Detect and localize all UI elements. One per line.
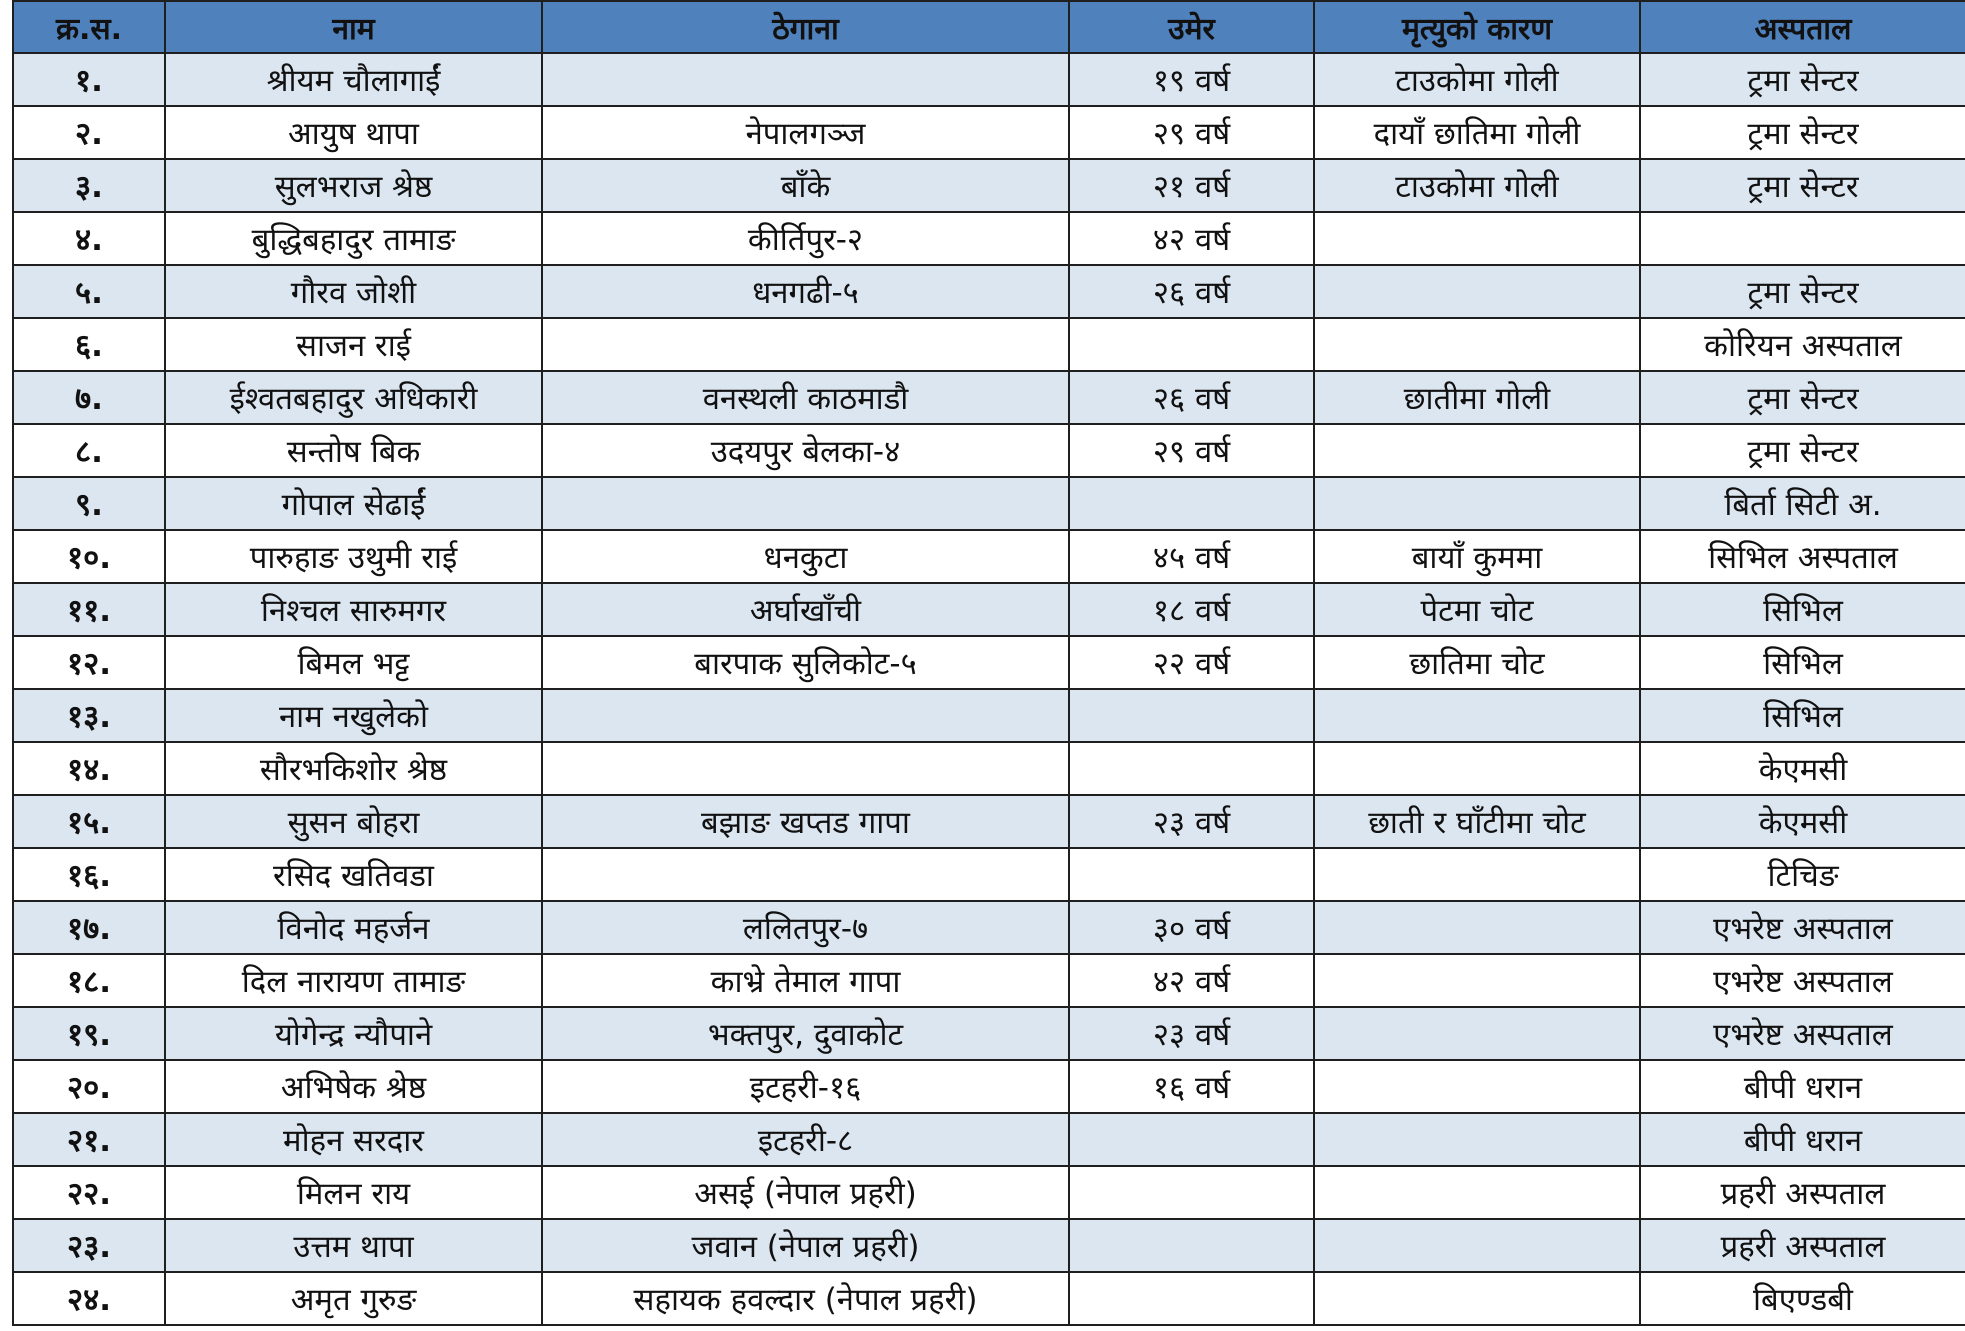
cell-age: ४५ वर्ष (1069, 530, 1314, 583)
cell-hospital: सिभिल (1640, 689, 1965, 742)
cell-serial: २०. (13, 1060, 165, 1113)
cell-hospital: एभरेष्ट अस्पताल (1640, 954, 1965, 1007)
cell-serial: २. (13, 106, 165, 159)
cell-address: उदयपुर बेलका-४ (542, 424, 1069, 477)
cell-serial: ९. (13, 477, 165, 530)
cell-serial: ११. (13, 583, 165, 636)
cell-age: २१ वर्ष (1069, 159, 1314, 212)
table-body (13, 53, 1965, 1325)
cell-hospital: टिचिङ (1640, 848, 1965, 901)
table-row (13, 1007, 1965, 1060)
cell-cause (1314, 742, 1640, 795)
table-row (13, 477, 1965, 530)
cell-name: अभिषेक श्रेष्ठ (165, 1060, 542, 1113)
cell-hospital: ट्रमा सेन्टर (1640, 424, 1965, 477)
cell-cause (1314, 212, 1640, 265)
table-row (13, 848, 1965, 901)
cell-name: दिल नारायण तामाङ (165, 954, 542, 1007)
cell-serial: १३. (13, 689, 165, 742)
cell-serial: १०. (13, 530, 165, 583)
cell-serial: १४. (13, 742, 165, 795)
cell-cause (1314, 265, 1640, 318)
cell-hospital: केएमसी (1640, 742, 1965, 795)
header-age: उमेर (1069, 1, 1314, 53)
cell-name: उत्तम थापा (165, 1219, 542, 1272)
cell-name: साजन राई (165, 318, 542, 371)
cell-address: ललितपुर-७ (542, 901, 1069, 954)
cell-cause: बायाँ कुममा (1314, 530, 1640, 583)
cell-address: असई (नेपाल प्रहरी) (542, 1166, 1069, 1219)
table-row (13, 159, 1965, 212)
cell-age: २९ वर्ष (1069, 424, 1314, 477)
cell-hospital: बिएण्डबी (1640, 1272, 1965, 1325)
cell-hospital: ट्रमा सेन्टर (1640, 265, 1965, 318)
cell-address: कीर्तिपुर-२ (542, 212, 1069, 265)
cell-serial: १७. (13, 901, 165, 954)
cell-name: बिमल भट्ट (165, 636, 542, 689)
cell-cause: छातीमा गोली (1314, 371, 1640, 424)
cell-name: सुलभराज श्रेष्ठ (165, 159, 542, 212)
table-row (13, 530, 1965, 583)
table-row (13, 636, 1965, 689)
cell-hospital: सिभिल (1640, 583, 1965, 636)
cell-serial: ७. (13, 371, 165, 424)
cell-hospital: ट्रमा सेन्टर (1640, 159, 1965, 212)
cell-address (542, 689, 1069, 742)
table-row (13, 1272, 1965, 1325)
cell-hospital: बिर्ता सिटी अ. (1640, 477, 1965, 530)
cell-serial: ५. (13, 265, 165, 318)
cell-address: अर्घाखाँची (542, 583, 1069, 636)
casualty-table-sheet (12, 0, 1965, 1326)
cell-address (542, 742, 1069, 795)
table-row (13, 371, 1965, 424)
header-address: ठेगाना (542, 1, 1069, 53)
cell-hospital: प्रहरी अस्पताल (1640, 1219, 1965, 1272)
cell-address: भक्तपुर, दुवाकोट (542, 1007, 1069, 1060)
table-row (13, 212, 1965, 265)
cell-cause (1314, 1219, 1640, 1272)
cell-name: गौरव जोशी (165, 265, 542, 318)
cell-serial: २४. (13, 1272, 165, 1325)
cell-cause: टाउकोमा गोली (1314, 53, 1640, 106)
table-row (13, 1219, 1965, 1272)
cell-address (542, 53, 1069, 106)
header-cause-of-death: मृत्युको कारण (1314, 1, 1640, 53)
cell-age (1069, 477, 1314, 530)
table-row (13, 265, 1965, 318)
table-row (13, 1113, 1965, 1166)
cell-age: २३ वर्ष (1069, 795, 1314, 848)
cell-name: रसिद खतिवडा (165, 848, 542, 901)
cell-age: १८ वर्ष (1069, 583, 1314, 636)
cell-address: काभ्रे तेमाल गापा (542, 954, 1069, 1007)
table-row (13, 1060, 1965, 1113)
table-row (13, 53, 1965, 106)
cell-name: योगेन्द्र न्यौपाने (165, 1007, 542, 1060)
cell-cause: छातिमा चोट (1314, 636, 1640, 689)
header-row (13, 1, 1965, 53)
cell-serial: १९. (13, 1007, 165, 1060)
cell-serial: ८. (13, 424, 165, 477)
cell-age: २६ वर्ष (1069, 265, 1314, 318)
cell-hospital: प्रहरी अस्पताल (1640, 1166, 1965, 1219)
cell-hospital: केएमसी (1640, 795, 1965, 848)
cell-cause (1314, 318, 1640, 371)
cell-address: धनकुटा (542, 530, 1069, 583)
header-serial: क्र.स. (13, 1, 165, 53)
table-row (13, 689, 1965, 742)
cell-age: २३ वर्ष (1069, 1007, 1314, 1060)
cell-hospital: बीपी धरान (1640, 1113, 1965, 1166)
table-row (13, 795, 1965, 848)
cell-age (1069, 318, 1314, 371)
cell-age (1069, 1219, 1314, 1272)
cell-address (542, 318, 1069, 371)
cell-hospital: बीपी धरान (1640, 1060, 1965, 1113)
cell-age (1069, 1113, 1314, 1166)
cell-address: नेपालगञ्ज (542, 106, 1069, 159)
cell-age (1069, 742, 1314, 795)
cell-hospital: सिभिल अस्पताल (1640, 530, 1965, 583)
cell-name: अमृत गुरुङ (165, 1272, 542, 1325)
cell-address: धनगढी-५ (542, 265, 1069, 318)
header-hospital: अस्पताल (1640, 1, 1965, 53)
cell-cause (1314, 1113, 1640, 1166)
cell-hospital: ट्रमा सेन्टर (1640, 53, 1965, 106)
cell-cause: टाउकोमा गोली (1314, 159, 1640, 212)
cell-name: सुसन बोहरा (165, 795, 542, 848)
cell-hospital: ट्रमा सेन्टर (1640, 106, 1965, 159)
cell-serial: २३. (13, 1219, 165, 1272)
cell-cause (1314, 1166, 1640, 1219)
cell-cause: छाती र घाँटीमा चोट (1314, 795, 1640, 848)
cell-serial: ३. (13, 159, 165, 212)
cell-name: आयुष थापा (165, 106, 542, 159)
cell-cause: पेटमा चोट (1314, 583, 1640, 636)
cell-address: बाँके (542, 159, 1069, 212)
cell-age (1069, 848, 1314, 901)
table-row (13, 954, 1965, 1007)
cell-serial: १८. (13, 954, 165, 1007)
cell-address: इटहरी-८ (542, 1113, 1069, 1166)
cell-age (1069, 1166, 1314, 1219)
cell-name: श्रीयम चौलागाईं (165, 53, 542, 106)
cell-address: जवान (नेपाल प्रहरी) (542, 1219, 1069, 1272)
cell-cause (1314, 1272, 1640, 1325)
cell-address (542, 848, 1069, 901)
cell-name: मिलन राय (165, 1166, 542, 1219)
table-row (13, 1166, 1965, 1219)
cell-hospital: कोरियन अस्पताल (1640, 318, 1965, 371)
cell-cause (1314, 901, 1640, 954)
cell-serial: १६. (13, 848, 165, 901)
cell-serial: १. (13, 53, 165, 106)
cell-cause: दायाँ छातिमा गोली (1314, 106, 1640, 159)
cell-cause (1314, 1007, 1640, 1060)
table-row (13, 901, 1965, 954)
table-row (13, 424, 1965, 477)
cell-address: बझाङ खप्तड गापा (542, 795, 1069, 848)
table-row (13, 583, 1965, 636)
cell-address: बारपाक सुलिकोट-५ (542, 636, 1069, 689)
cell-name: विनोद महर्जन (165, 901, 542, 954)
cell-address: इटहरी-१६ (542, 1060, 1069, 1113)
cell-age: ४२ वर्ष (1069, 212, 1314, 265)
cell-age: २९ वर्ष (1069, 106, 1314, 159)
cell-age: १६ वर्ष (1069, 1060, 1314, 1113)
cell-name: मोहन सरदार (165, 1113, 542, 1166)
cell-cause (1314, 424, 1640, 477)
cell-age (1069, 1272, 1314, 1325)
cell-address (542, 477, 1069, 530)
cell-age: ३० वर्ष (1069, 901, 1314, 954)
cell-hospital: एभरेष्ट अस्पताल (1640, 901, 1965, 954)
cell-cause (1314, 848, 1640, 901)
table-row (13, 742, 1965, 795)
cell-age: २६ वर्ष (1069, 371, 1314, 424)
cell-serial: २२. (13, 1166, 165, 1219)
cell-hospital: सिभिल (1640, 636, 1965, 689)
cell-serial: ६. (13, 318, 165, 371)
table-header (13, 1, 1965, 53)
table-row (13, 318, 1965, 371)
cell-name: निश्चल सारुमगर (165, 583, 542, 636)
cell-serial: २१. (13, 1113, 165, 1166)
cell-name: सौरभकिशोर श्रेष्ठ (165, 742, 542, 795)
cell-name: नाम नखुलेको (165, 689, 542, 742)
cell-cause (1314, 689, 1640, 742)
cell-cause (1314, 954, 1640, 1007)
cell-address: वनस्थली काठमाडौ (542, 371, 1069, 424)
cell-name: पारुहाङ उथुमी राई (165, 530, 542, 583)
cell-name: बुद्धिबहादुर तामाङ (165, 212, 542, 265)
cell-hospital: ट्रमा सेन्टर (1640, 371, 1965, 424)
cell-age: ४२ वर्ष (1069, 954, 1314, 1007)
cell-age (1069, 689, 1314, 742)
cell-hospital (1640, 212, 1965, 265)
cell-age: २२ वर्ष (1069, 636, 1314, 689)
table-row (13, 106, 1965, 159)
cell-name: ईश्वतबहादुर अधिकारी (165, 371, 542, 424)
cell-hospital: एभरेष्ट अस्पताल (1640, 1007, 1965, 1060)
cell-age: १९ वर्ष (1069, 53, 1314, 106)
cell-cause (1314, 477, 1640, 530)
cell-name: सन्तोष बिक (165, 424, 542, 477)
cell-cause (1314, 1060, 1640, 1113)
cell-address: सहायक हवल्दार (नेपाल प्रहरी) (542, 1272, 1069, 1325)
cell-serial: १५. (13, 795, 165, 848)
casualty-table (12, 0, 1965, 1326)
header-name: नाम (165, 1, 542, 53)
cell-name: गोपाल सेढाईं (165, 477, 542, 530)
cell-serial: १२. (13, 636, 165, 689)
cell-serial: ४. (13, 212, 165, 265)
